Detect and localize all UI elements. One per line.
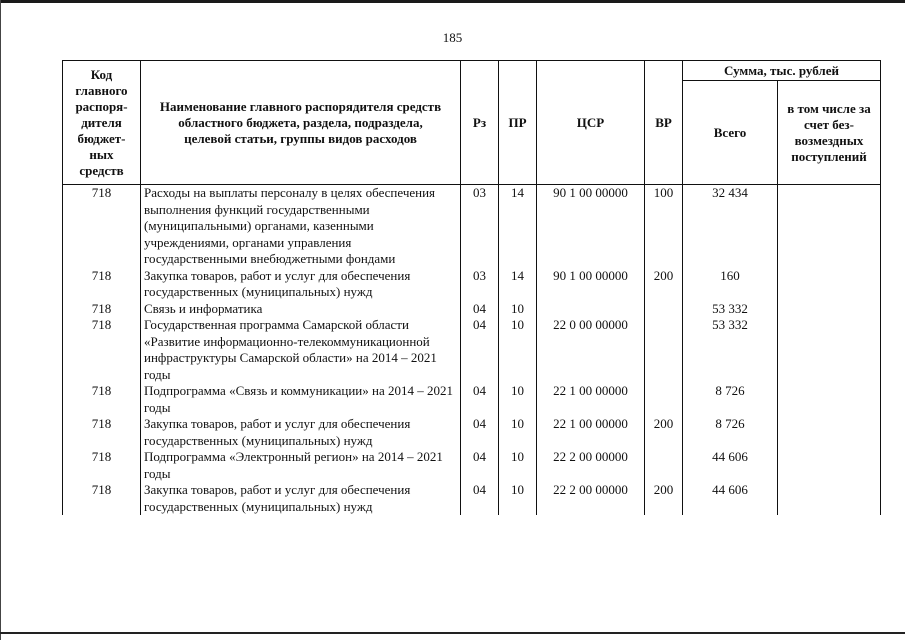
table-row: [63, 482, 881, 515]
row-grants: [778, 185, 881, 268]
page-number: 185: [442, 30, 463, 45]
table-row: [63, 301, 881, 318]
row-name: Подпрограмма «Электронный регион» на 2014 – 2021 годы: [141, 449, 461, 482]
row-pr: 10: [499, 449, 537, 482]
row-csr: 22 2 00 00000: [537, 482, 645, 515]
header-sum: Сумма, тыс. рублей: [683, 61, 881, 81]
row-name: Связь и информатика: [141, 301, 461, 318]
header-code: Код главного распоря-дителя бюджет-ных средств: [63, 61, 141, 185]
row-rz: 04: [461, 482, 499, 515]
table-row: [63, 268, 881, 301]
row-code: 718: [63, 416, 141, 449]
row-name: Государственная программа Самарской области «Развитие информационно-телекоммуникационной инфраструктуры Самарской области» на 2014 – 2021 годы: [141, 317, 461, 383]
row-grants: [778, 449, 881, 482]
header-name: Наименование главного распорядителя средств областного бюджета, раздела, подраздела, целевой статьи, группы видов расходов: [141, 61, 461, 185]
row-csr: 22 1 00 00000: [537, 416, 645, 449]
row-grants: [778, 383, 881, 416]
row-grants: [778, 268, 881, 301]
row-vr: [645, 301, 683, 318]
row-vr: 100: [645, 185, 683, 268]
row-pr: 14: [499, 185, 537, 268]
header-pr: ПР: [499, 61, 537, 185]
row-rz: 04: [461, 301, 499, 318]
row-total: 160: [683, 268, 778, 301]
row-rz: 03: [461, 268, 499, 301]
row-name: Закупка товаров, работ и услуг для обеспечения государственных (муниципальных) нужд: [141, 416, 461, 449]
row-vr: 200: [645, 416, 683, 449]
row-csr: 90 1 00 00000: [537, 268, 645, 301]
row-total: 32 434: [683, 185, 778, 268]
scan-bottom-edge: [0, 632, 905, 634]
row-csr: 22 0 00 00000: [537, 317, 645, 383]
header-grants: в том числе за счет без-возмездных поступлений: [778, 81, 881, 185]
row-csr: 22 2 00 00000: [537, 449, 645, 482]
row-grants: [778, 301, 881, 318]
row-pr: 10: [499, 416, 537, 449]
table-row: [63, 449, 881, 482]
budget-table: [62, 60, 881, 515]
row-code: 718: [63, 317, 141, 383]
row-grants: [778, 416, 881, 449]
row-pr: 10: [499, 482, 537, 515]
row-total: 8 726: [683, 416, 778, 449]
header-vr: ВР: [645, 61, 683, 185]
row-total: 8 726: [683, 383, 778, 416]
row-total: 44 606: [683, 449, 778, 482]
row-rz: 03: [461, 185, 499, 268]
row-csr: 90 1 00 00000: [537, 185, 645, 268]
row-code: 718: [63, 482, 141, 515]
row-grants: [778, 482, 881, 515]
row-code: 718: [63, 185, 141, 268]
row-pr: 10: [499, 301, 537, 318]
row-pr: 10: [499, 317, 537, 383]
row-rz: 04: [461, 317, 499, 383]
header-total: Всего: [683, 81, 778, 185]
row-vr: [645, 317, 683, 383]
row-pr: 10: [499, 383, 537, 416]
row-code: 718: [63, 268, 141, 301]
row-total: 53 332: [683, 317, 778, 383]
row-csr: [537, 301, 645, 318]
row-code: 718: [63, 449, 141, 482]
row-vr: 200: [645, 482, 683, 515]
row-grants: [778, 317, 881, 383]
row-vr: [645, 383, 683, 416]
row-name: Расходы на выплаты персоналу в целях обеспечения выполнения функций государственными (муниципальными) органами, казенными учреждениями, органами управления государственными внебюджетными фондами: [141, 185, 461, 268]
table-row: [63, 185, 881, 268]
table-row: [63, 416, 881, 449]
row-rz: 04: [461, 416, 499, 449]
row-total: 53 332: [683, 301, 778, 318]
row-vr: 200: [645, 268, 683, 301]
header-rz: Рз: [461, 61, 499, 185]
table-row: [63, 383, 881, 416]
row-rz: 04: [461, 449, 499, 482]
row-code: 718: [63, 383, 141, 416]
row-name: Подпрограмма «Связь и коммуникации» на 2014 – 2021 годы: [141, 383, 461, 416]
row-name: Закупка товаров, работ и услуг для обеспечения государственных (муниципальных) нужд: [141, 482, 461, 515]
table-row: [63, 317, 881, 383]
row-total: 44 606: [683, 482, 778, 515]
row-rz: 04: [461, 383, 499, 416]
scan-top-edge: [0, 0, 905, 3]
row-name: Закупка товаров, работ и услуг для обеспечения государственных (муниципальных) нужд: [141, 268, 461, 301]
header-csr: ЦСР: [537, 61, 645, 185]
row-code: 718: [63, 301, 141, 318]
scan-left-edge: [0, 0, 1, 640]
row-vr: [645, 449, 683, 482]
row-pr: 14: [499, 268, 537, 301]
row-csr: 22 1 00 00000: [537, 383, 645, 416]
